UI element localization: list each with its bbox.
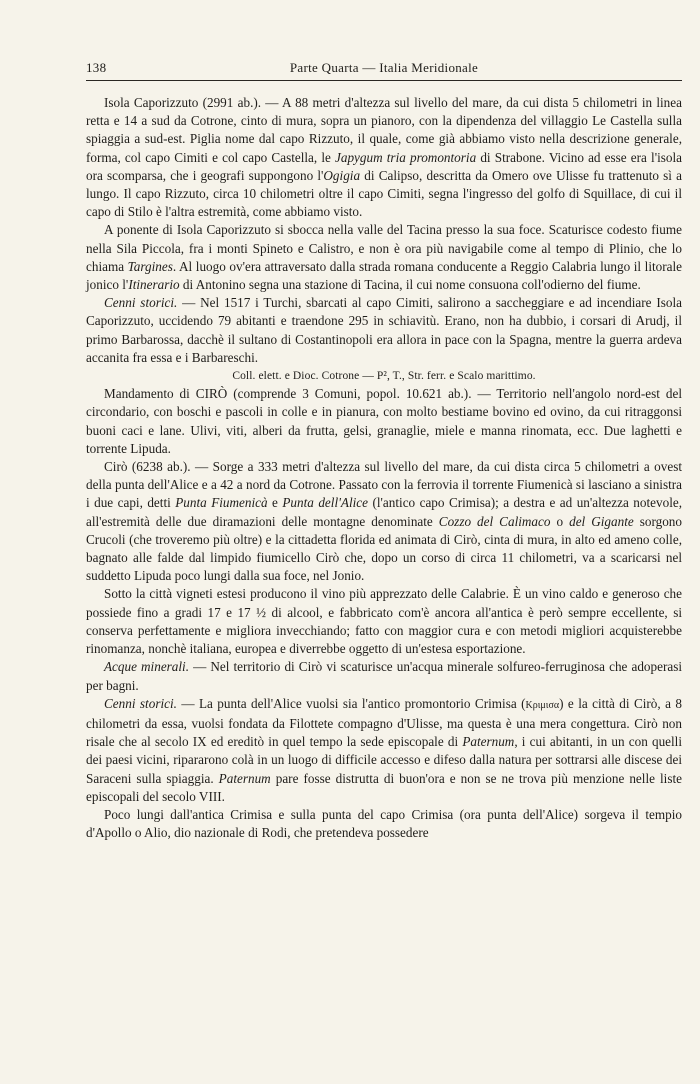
text-run: e bbox=[267, 495, 283, 511]
text-run: (l'antico capo Crimisa); a destra e ad un'altezza notevole, all'estremità delle due diramazioni delle montagne denominate bbox=[86, 495, 683, 529]
text-run: pare fosse distrutta di buon'ora e non se ne trova più menzione nelle liste episcopali del secolo VIII. bbox=[86, 770, 682, 804]
text-run: o bbox=[550, 513, 570, 529]
page-header bbox=[86, 60, 682, 80]
text-run: — Nel 1517 i Turchi, sbarcati al capo Cimiti, salirono a saccheggiare e ad incendiare Isola Caporizzuto, uccidendo 79 abitanti e traendone 295 in schiavitù. Erano, non ha dubbio, i corsari di Arudj, il primo Barbarossa, dacchè il sultano di Costantinopoli era allora in pace con la Spagna, mentre la guerra ardeva accanita fra essa e i Barbareschi. bbox=[86, 295, 682, 365]
collegio-note: Coll. elett. e Dioc. Cotrone — P², T., Str. ferr. e Scalo marittimo. bbox=[232, 370, 536, 383]
paragraph bbox=[86, 585, 682, 658]
paragraph bbox=[86, 695, 682, 806]
text-run: A ponente di Isola Caporizzuto si sbocca nella valle del Tacina presso la sua foce. Scaturisce codesto fiume nella Sila Piccola, fra i monti Spineto e Calistro, e non è ora più navigabile come al tempo di Plinio, che lo chiama bbox=[86, 222, 682, 274]
paragraph bbox=[86, 458, 682, 585]
text-run: di Calipso, descritta da Omero ove Ulisse fu trattenuto sì a lungo. Il capo Rizzuto, circa 10 chilometri oltre il capo Cimiti, segna l'ingresso del golfo di Squillace, di cui il capo di Stilo è l'altra estremità, come abbiamo visto. bbox=[86, 167, 682, 220]
running-title: Parte Quarta — Italia Meridionale bbox=[289, 60, 479, 75]
paragraph bbox=[86, 294, 682, 367]
text-run: Isola Caporizzuto (2991 ab.). — A 88 metri d'altezza sul livello del mare, da cui dista 5 chilometri in linea retta e 14 a sud da Cotrone, cinto di mura, sopra un pianoro, con la dipendenza del villaggio Le Castella sulla spiaggia a sud-est. Piglia nome dal capo Rizzuto, il quale, come già abbiamo visto nella descrizione generale, forma, col capo Cimiti e col capo Castella, le bbox=[86, 95, 682, 165]
text-run: di Strabone. Vicino ad esse era l'isola ora scomparsa, che i geografi suppongono l' bbox=[86, 149, 682, 183]
italic-text: Ogigia bbox=[323, 167, 361, 183]
margin-mark bbox=[690, 1020, 696, 1034]
italic-text: Targines bbox=[127, 258, 173, 274]
page-body bbox=[86, 94, 682, 842]
paragraph bbox=[86, 221, 682, 294]
text-run: sorgono Crucoli (che troveremo più oltre) e la cittadetta florida ed animata di Cirò, cinta di mura, in alto ed ameno colle, bagnato alle falde dal limpido fiumicello Cirò che, dopo un corso di circa 11 chilometri, va a scaricarsi nel suddetto Lipuda poco lungi dalla sua foce, nel Jonio. bbox=[86, 513, 682, 584]
text-run: , i cui abitanti, in un con quelli dei paesi vicini, ripararono colà in un luogo di difficile accesso e difeso dalla natura per sottrarsi alle discese dei Saraceni sulla spiaggia. bbox=[86, 734, 683, 786]
italic-text: Cenni storici. bbox=[104, 695, 177, 711]
paragraph bbox=[86, 806, 682, 842]
italic-text: Itinerario bbox=[128, 277, 180, 293]
italic-text: Paternum bbox=[462, 734, 515, 750]
italic-text: Acque minerali. bbox=[104, 659, 190, 675]
text-run: Mandamento di CIRÒ (comprende 3 Comuni, popol. 10.621 ab.). — Territorio nell'angolo nord-est del circondario, con boschi e pascoli in colle e in pianura, con molto bestiame bovino ed ovino, da cui ritraggonsi buoni caci e lane. Ulivi, viti, alberi da frutta, gelsi, granaglie, miele e manna rinomata, ecc. Due laghetti e torrente Lipuda. bbox=[86, 386, 682, 456]
paragraph bbox=[86, 385, 682, 458]
italic-text: del Gigante bbox=[569, 513, 634, 529]
text-run: . Al luogo ov'era attraversato dalla strada romana conducente a Reggio Calabria lungo il litorale jonico l' bbox=[86, 258, 683, 293]
text-run: Poco lungi dall'antica Crimisa e sulla punta del capo Crimisa (ora punta dell'Alice) sorgeva il tempio d'Apollo o Alio, dio nazionale di Rodi, che pretendeva possedere bbox=[86, 806, 682, 841]
italic-text: Punta Fiumenicà bbox=[175, 495, 268, 511]
italic-text: Punta dell'Alice bbox=[282, 495, 369, 511]
text-run: di Antonino segna una stazione di Tacina, il cui nome consuona coll'odierno del fiume. bbox=[179, 277, 641, 293]
text-run: Cirò (6238 ab.). — Sorge a 333 metri d'altezza sul livello del mare, da cui dista circa 5 chilometri a ovest della punta dell'Alice e a 42 a nord da Cotrone. Passato con la ferrovia il torrente Fiumenicà si lasciano a sinistra i due capi, detti bbox=[86, 459, 682, 511]
italic-text: Paternum bbox=[218, 770, 271, 786]
greek-text: Κριμισα bbox=[525, 699, 560, 711]
italic-text: Japygum tria promontoria bbox=[335, 149, 477, 165]
italic-text: Cozzo del Calimaco bbox=[438, 513, 551, 529]
paragraph bbox=[86, 94, 682, 221]
text-run: — La punta dell'Alice vuolsi sia l'antico promontorio Crimisa ( bbox=[176, 695, 526, 711]
header-rule bbox=[86, 80, 682, 81]
text-run: ) e la città di Cirò, a 8 chilometri da essa, vuolsi fondata da Filottete compagno d'Ulisse, ma questa è una mera congettura. Cirò non risale che al secolo IX ed ereditò in quel tempo la sede episcopale di bbox=[86, 695, 682, 750]
text-run: Sotto la città vigneti estesi producono il vino più apprezzato delle Calabrie. È un vino caldo e generoso che possiede fino a gradi 17 e 17 ½ di alcool, e fabbricato com'è ancora all'antica è però sempre eccellente, si conserva perfettamente e migliora invecchiando; fatto con maggior cura e con metodi migliori acquisterebbe rinomanza, nonchè italiana, europea e diverrebbe oggetto di un'estesa esportazione. bbox=[86, 586, 682, 657]
text-run: — Nel territorio di Cirò vi scaturisce un'acqua minerale solfureo-ferruginosa che adoperasi per bagni. bbox=[86, 659, 683, 693]
paragraph bbox=[86, 658, 682, 694]
italic-text: Cenni storici. bbox=[104, 295, 178, 311]
page-number: 138 bbox=[86, 60, 107, 75]
